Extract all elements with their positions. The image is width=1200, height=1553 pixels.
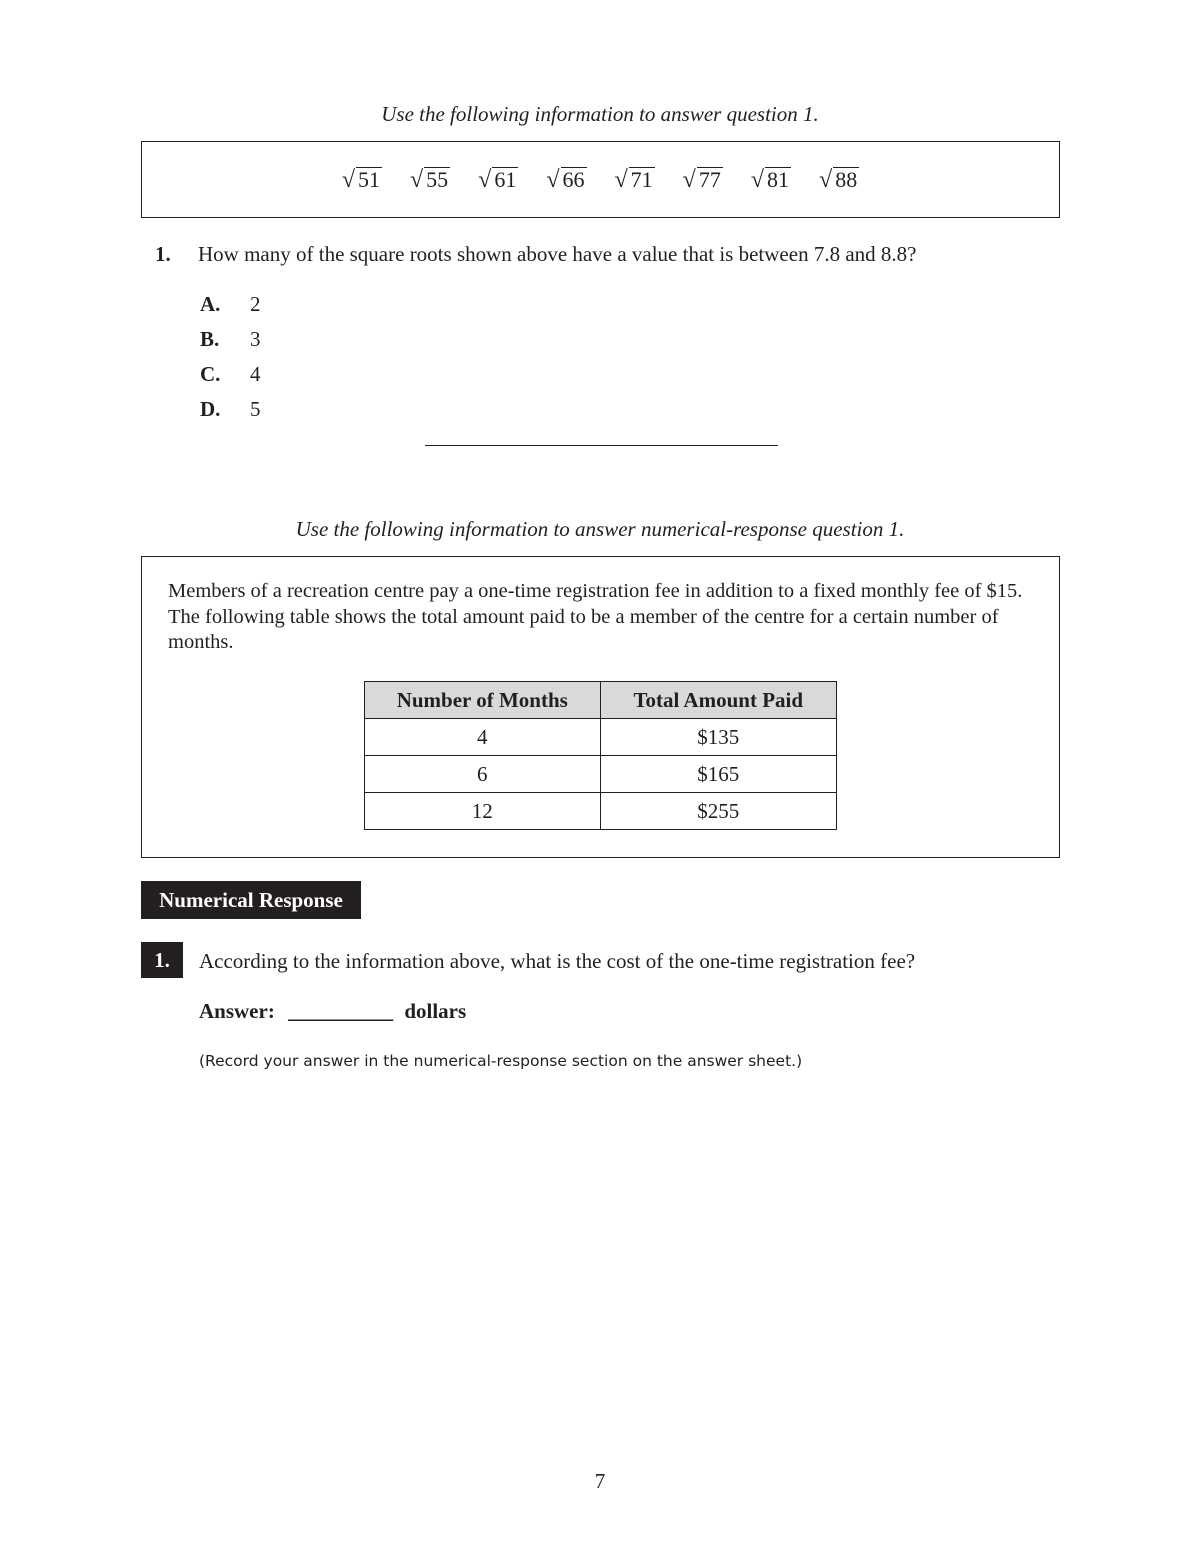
nr-info-box [141,556,1060,858]
option-value: 3 [250,327,261,351]
column-header-months: Number of Months [365,682,601,719]
table-cell: 6 [365,756,601,793]
membership-table [364,681,837,830]
page-number: 7 [594,1469,606,1493]
square-root: √ 51 [341,166,380,194]
square-root: √ 88 [819,166,858,194]
option-value: 4 [250,362,261,386]
table-header-row [365,682,837,719]
square-root: √ 61 [478,166,517,194]
option-letter: C. [200,362,221,386]
column-header-total: Total Amount Paid [600,682,837,719]
answer-blank[interactable]: __________ [288,999,394,1023]
table-row [365,756,837,793]
table-cell: 12 [365,793,601,830]
option-letter: A. [200,292,221,316]
square-root: √ 55 [409,166,449,194]
table-row [365,719,837,756]
table-row [365,793,837,830]
square-root: √ 77 [682,166,721,194]
option-letter: D. [200,397,221,421]
square-roots-list [142,142,1059,217]
nr-question: According to the information above, what is the cost of the one-time registration fee? [199,949,916,973]
nr-instruction: Use the following information to answer numerical-response question 1. [295,517,905,541]
answer-unit: dollars [404,999,467,1023]
section-divider [425,445,778,446]
option-value: 2 [250,292,261,316]
nr-question-number: 1. [141,942,183,978]
answer-note: (Record your answer in the numerical-response section on the answer sheet.) [199,1052,803,1070]
square-roots-box [141,141,1060,218]
answer-line [199,999,466,1024]
q1-instruction: Use the following information to answer question 1. [381,102,819,126]
option-letter: B. [200,327,220,351]
q1-question: How many of the square roots shown above have a value that is between 7.8 and 8.8? [198,242,917,266]
answer-label: Answer: [199,999,275,1023]
option-b[interactable] [200,327,261,352]
option-value: 5 [250,397,261,421]
square-root: √ 66 [546,166,585,194]
option-c[interactable] [200,362,261,387]
nr-description: Members of a recreation centre pay a one-time registration fee in addition to a fixed monthly fee of $15. The following table shows the total amount paid to be a member of the centre for a certain number of months. [168,580,1023,653]
table-cell: $165 [600,756,837,793]
table-cell: $135 [600,719,837,756]
numerical-response-label: Numerical Response [141,881,361,919]
square-root: √ 71 [614,166,653,194]
option-d[interactable] [200,397,261,422]
table-cell: $255 [600,793,837,830]
table-cell: 4 [365,719,601,756]
square-root: √ 81 [750,166,790,194]
q1-number: 1. [155,242,171,266]
option-a[interactable] [200,292,261,317]
